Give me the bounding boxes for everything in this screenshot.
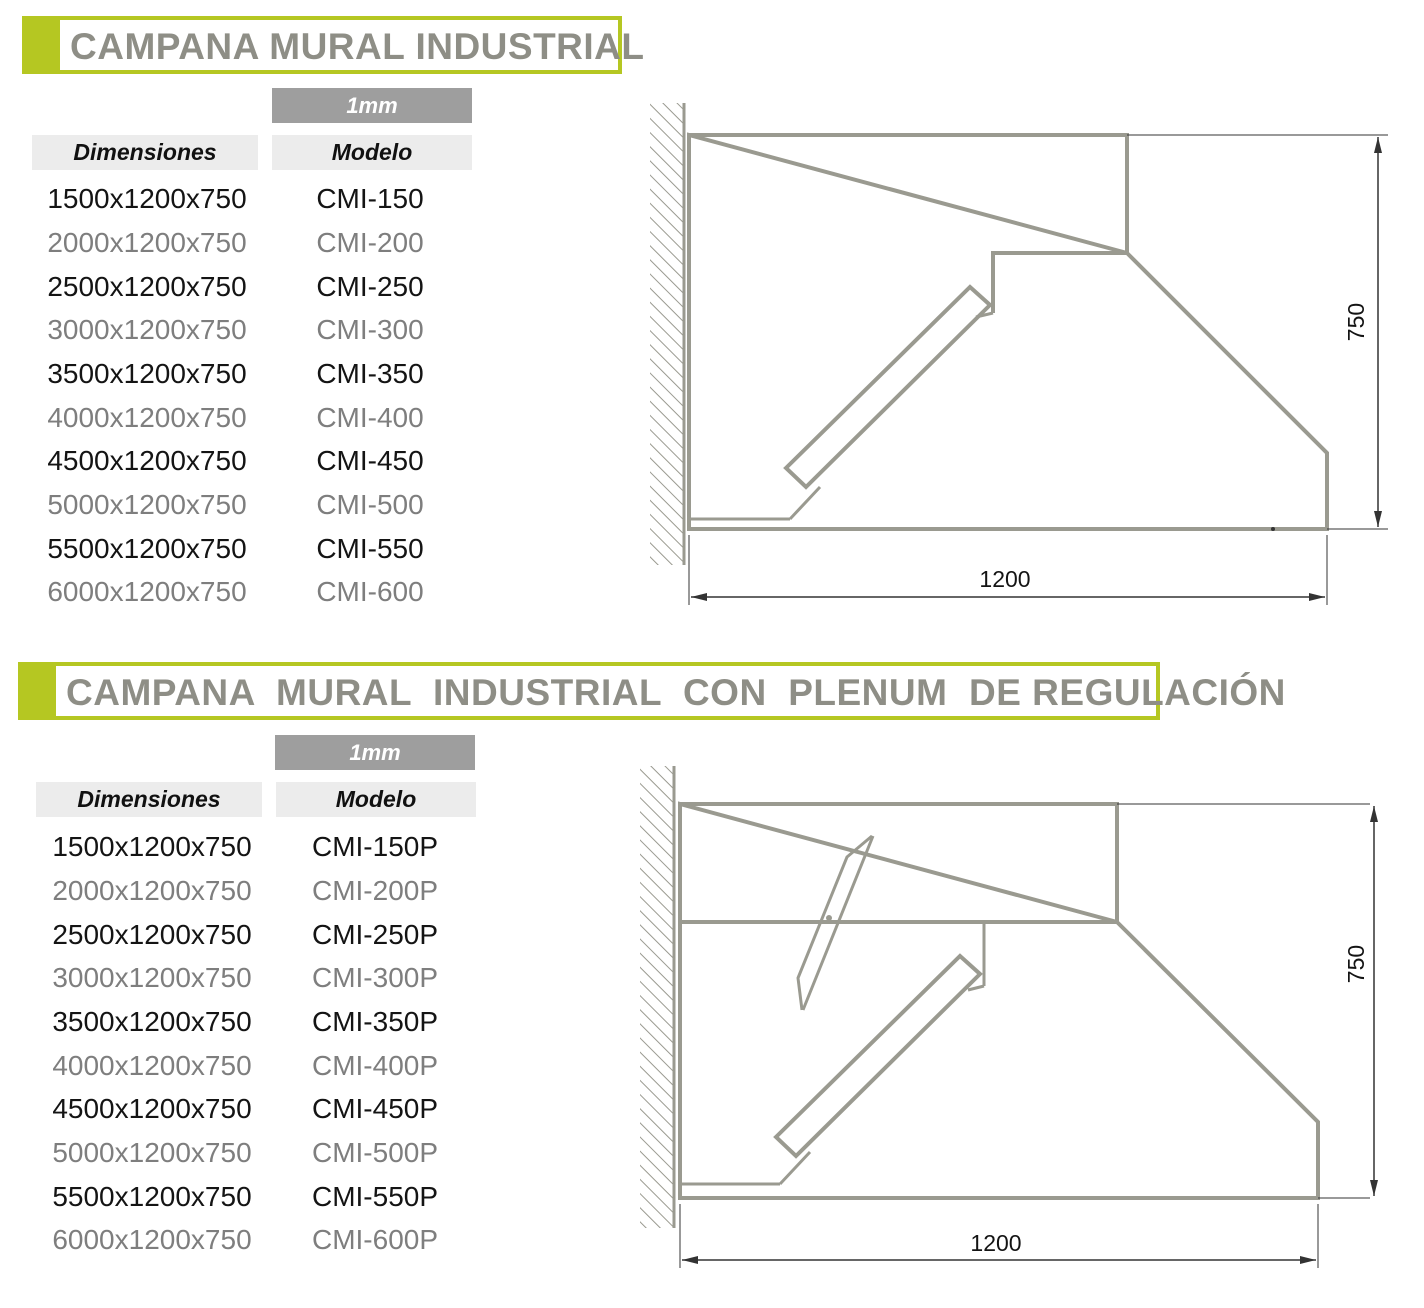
model-cell: CMI-150P bbox=[311, 831, 439, 862]
section-title-box bbox=[22, 16, 645, 74]
model-cell: CMI-150 bbox=[316, 183, 424, 214]
dimension-cell: 4000x1200x750 bbox=[47, 402, 247, 433]
title-accent-bar bbox=[26, 20, 60, 70]
dimension-cell: 6000x1200x750 bbox=[52, 1224, 252, 1255]
model-cell: CMI-300 bbox=[316, 314, 424, 345]
grease-filter bbox=[776, 956, 980, 1156]
dimension-cell: 3500x1200x750 bbox=[47, 358, 247, 389]
wall-hatch bbox=[650, 103, 684, 565]
model-cell: CMI-250 bbox=[316, 271, 424, 302]
hood-technical-drawing bbox=[640, 95, 1400, 615]
wall-hatch bbox=[640, 766, 674, 1228]
thickness-header: 1mm bbox=[272, 88, 472, 123]
model-cell: CMI-550P bbox=[311, 1181, 439, 1212]
model-cell: CMI-350 bbox=[316, 358, 424, 389]
model-cell: CMI-450 bbox=[316, 445, 424, 476]
section-wall-hood-plenum bbox=[0, 648, 1424, 1308]
dimension-cell: 2500x1200x750 bbox=[52, 919, 252, 950]
section-title-box bbox=[18, 662, 1286, 720]
dimension-cell: 2000x1200x750 bbox=[47, 227, 247, 258]
model-cell: CMI-200P bbox=[311, 875, 439, 906]
dimension-cell: 1500x1200x750 bbox=[52, 831, 252, 862]
hood-plenum-drawing-svg bbox=[630, 760, 1390, 1280]
thickness-header: 1mm bbox=[275, 735, 475, 770]
grease-filter bbox=[786, 287, 990, 487]
hood-drawing-svg bbox=[640, 95, 1400, 615]
dimension-cell: 4000x1200x750 bbox=[52, 1050, 252, 1081]
section-title: CAMPANA MURAL INDUSTRIAL CON PLENUM DE REGULACIÓN bbox=[66, 672, 1286, 713]
dimension-cell: 5500x1200x750 bbox=[47, 533, 247, 564]
model-cell: CMI-600 bbox=[316, 576, 424, 607]
model-cell: CMI-250P bbox=[311, 919, 439, 950]
hood-outline bbox=[689, 135, 1327, 529]
section-wall-hood bbox=[0, 0, 1424, 640]
dimension-cell: 4500x1200x750 bbox=[47, 445, 247, 476]
dimension-cell: 3000x1200x750 bbox=[47, 314, 247, 345]
dimension-cell: 4500x1200x750 bbox=[52, 1093, 252, 1124]
model-cell: CMI-500 bbox=[316, 489, 424, 520]
width-dimension-label: 1200 bbox=[970, 1230, 1022, 1256]
section-title: CAMPANA MURAL INDUSTRIAL bbox=[70, 26, 645, 67]
model-cell: CMI-400P bbox=[311, 1050, 439, 1081]
width-dimension-label: 1200 bbox=[979, 566, 1031, 592]
dimension-cell: 3000x1200x750 bbox=[52, 962, 252, 993]
dimension-cell: 1500x1200x750 bbox=[47, 183, 247, 214]
dimension-cell: 3500x1200x750 bbox=[52, 1006, 252, 1037]
dimension-cell: 2000x1200x750 bbox=[52, 875, 252, 906]
model-cell: CMI-200 bbox=[316, 227, 424, 258]
dimension-cell: 5500x1200x750 bbox=[52, 1181, 252, 1212]
dimension-cell: 5000x1200x750 bbox=[52, 1137, 252, 1168]
model-cell: CMI-350P bbox=[311, 1006, 439, 1037]
column-header-dimensions: Dimensiones bbox=[36, 782, 262, 817]
model-cell: CMI-500P bbox=[311, 1137, 439, 1168]
dimension-cell: 5000x1200x750 bbox=[47, 489, 247, 520]
model-cell: CMI-550 bbox=[316, 533, 424, 564]
dimension-cell: 6000x1200x750 bbox=[47, 576, 247, 607]
model-cell: CMI-450P bbox=[311, 1093, 439, 1124]
column-header-model: Modelo bbox=[272, 135, 472, 170]
dimension-cell: 2500x1200x750 bbox=[47, 271, 247, 302]
column-header-dimensions: Dimensiones bbox=[32, 135, 258, 170]
height-dimension-label: 750 bbox=[1343, 302, 1369, 342]
height-dimension-label: 750 bbox=[1343, 944, 1369, 984]
model-cell: CMI-400 bbox=[316, 402, 424, 433]
column-header-model: Modelo bbox=[276, 782, 476, 817]
title-accent-bar bbox=[22, 666, 56, 716]
model-cell: CMI-300P bbox=[311, 962, 439, 993]
model-cell: CMI-600P bbox=[311, 1224, 439, 1255]
hood-plenum-technical-drawing bbox=[630, 760, 1390, 1280]
